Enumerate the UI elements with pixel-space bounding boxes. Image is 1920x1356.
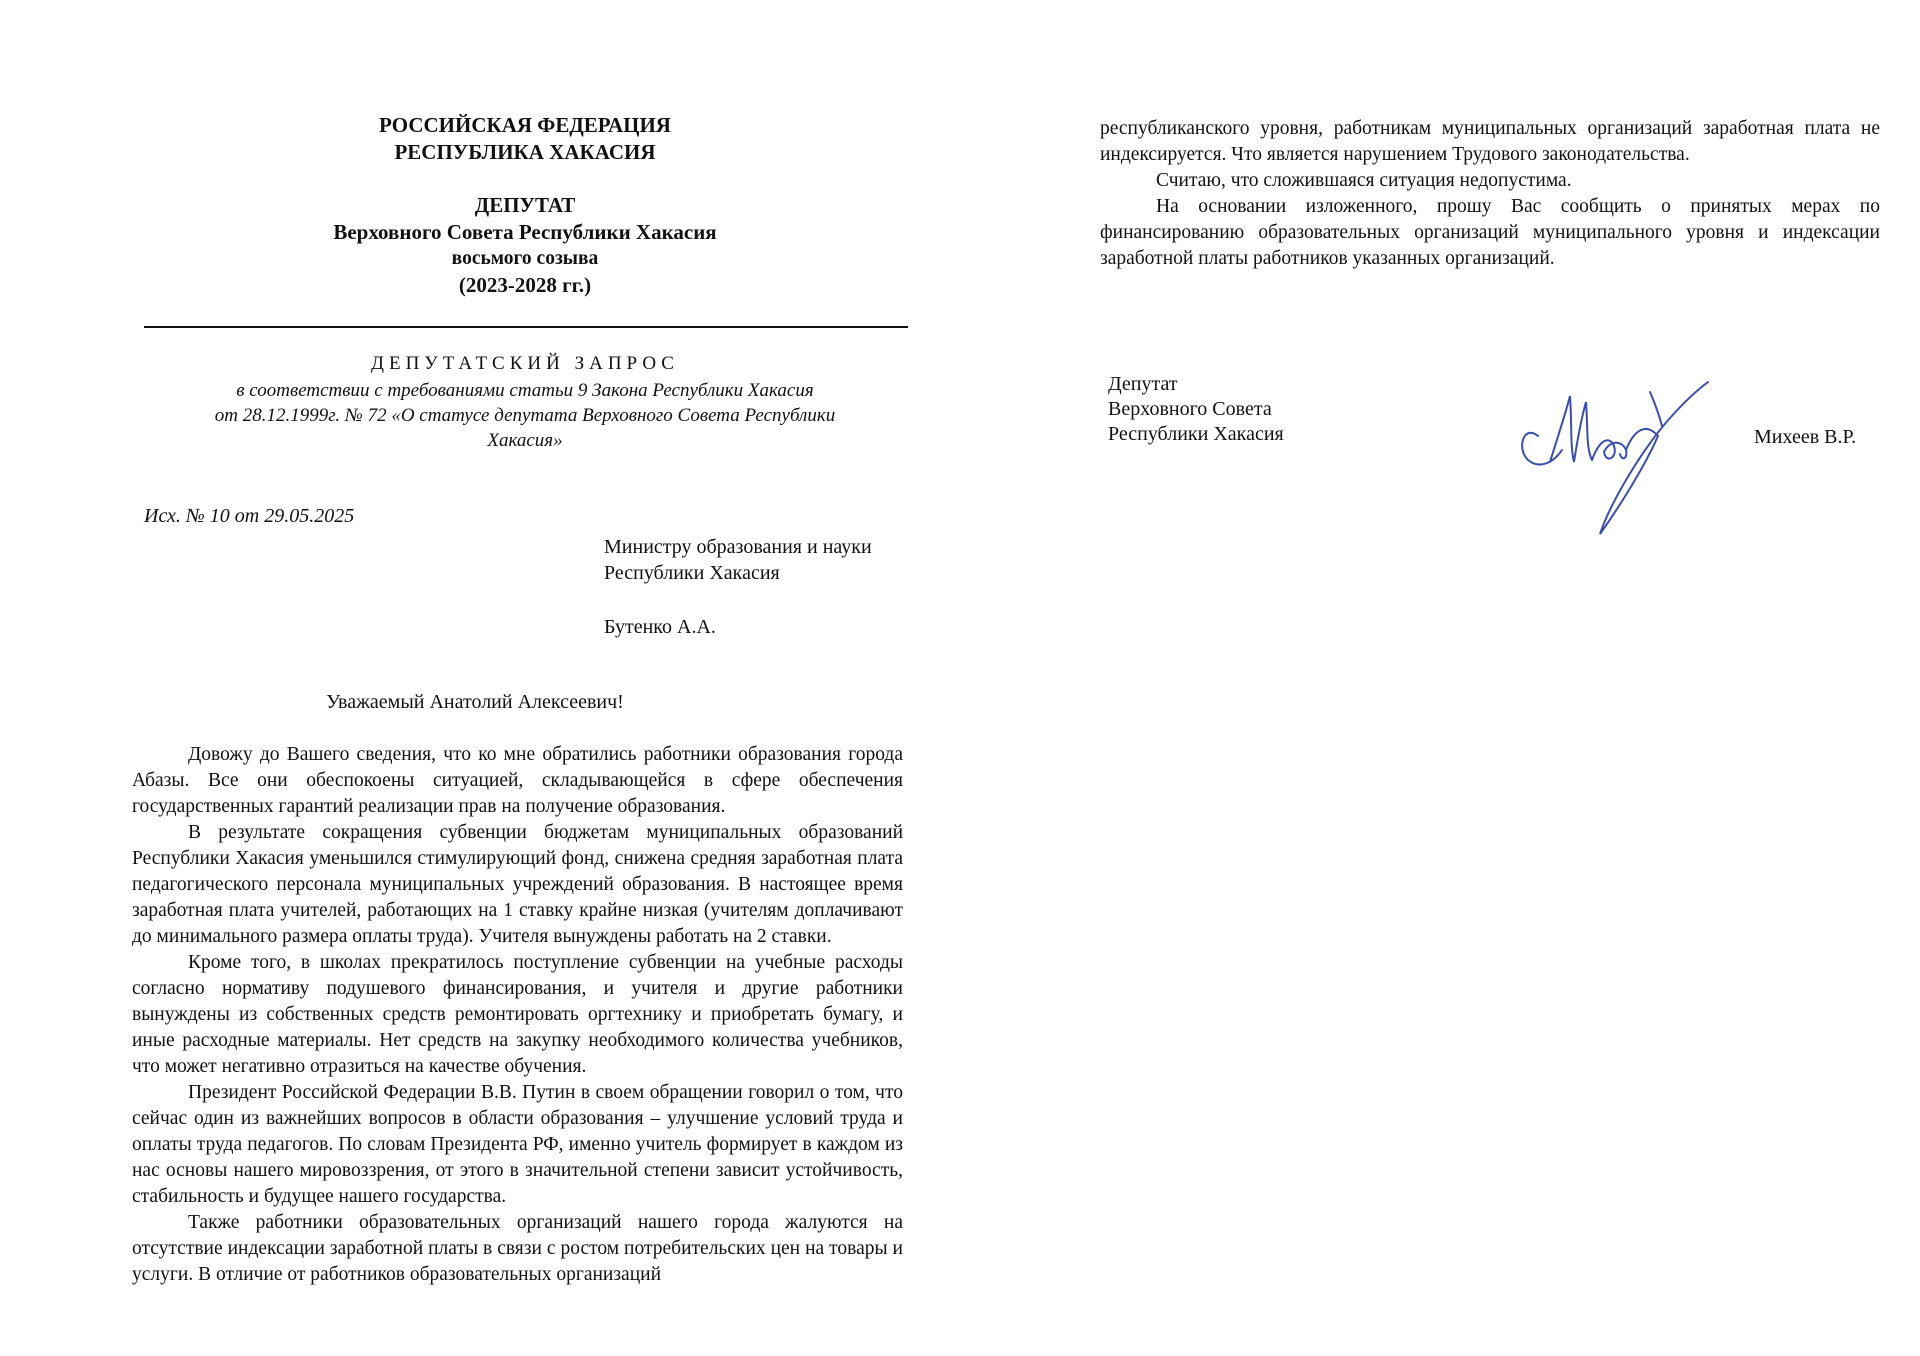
letterhead-republic: РЕСПУБЛИКА ХАКАСИЯ bbox=[394, 140, 656, 164]
letter-body bbox=[132, 742, 903, 1288]
signature-stroke bbox=[1592, 440, 1626, 460]
body-paragraph: Считаю, что сложившаяся ситуация недопустима. bbox=[1156, 170, 1572, 191]
request-basis-line: Хакасия» bbox=[487, 430, 563, 451]
letter-body-continued bbox=[1100, 116, 1880, 272]
body-paragraph: В результате сокращения субвенции бюджетам муниципальных образований Республики Хакасия уменьшился стимулирующий фонд, снижена средняя заработная плата педагогического персонала муниципальных учреждений образования. В настоящее время заработная плата учителей, работающих на 1 ставку крайне низкая (учителям доплачивают до минимального размера оплаты труда). Учителя вынуждены работать на 2 ставки. bbox=[132, 822, 903, 947]
letter-page-2 bbox=[960, 0, 1920, 1356]
outgoing-reference: Исх. № 10 от 29.05.2025 bbox=[144, 505, 355, 527]
signatory-name: Михеев В.Р. bbox=[1754, 426, 1857, 448]
request-basis-line: в соответствии с требованиями статьи 9 Закона Республики Хакасия bbox=[236, 380, 814, 401]
body-paragraph: Также работники образовательных организаций нашего города жалуются на отсутствие индексации заработной платы в связи с ростом потребительских цен на товары и услуги. В отличие от работников образовательных организаций bbox=[132, 1212, 903, 1285]
signature-stroke bbox=[1522, 433, 1562, 465]
signature-stroke bbox=[1600, 382, 1708, 534]
body-paragraph: Кроме того, в школах прекратилось поступление субвенции на учебные расходы согласно нормативу подушевого финансирования, и учителя и другие работники вынуждены из собственных средств ремонтировать оргтехнику и приобретать бумагу, и иные расходные материалы. Нет средств на закупку необходимого количества учебников, что может негативно отразиться на качестве обучения. bbox=[132, 952, 903, 1077]
letterhead-convocation: восьмого созыва bbox=[451, 248, 599, 269]
addressee-block bbox=[604, 534, 872, 640]
body-paragraph: республиканского уровня, работникам муниципальных организаций заработная плата не индексируется. Что является нарушением Трудового законодательства. bbox=[1100, 118, 1880, 165]
signatory-position-line: Депутат bbox=[1108, 373, 1178, 395]
header-divider bbox=[144, 326, 908, 328]
addressee-line: Министру образования и науки bbox=[604, 536, 872, 558]
addressee-line: Республики Хакасия bbox=[604, 562, 780, 584]
body-paragraph: На основании изложенного, прошу Вас сообщить о принятых мерах по финансированию образовательных организаций муниципального уровня и индексации заработной платы работников указанных организаций. bbox=[1100, 196, 1880, 269]
letterhead-title: ДЕПУТАТ bbox=[474, 193, 576, 217]
letterhead-country: РОССИЙСКАЯ ФЕДЕРАЦИЯ bbox=[379, 113, 671, 137]
body-paragraph: Довожу до Вашего сведения, что ко мне обратились работники образования города Абазы. Все они обеспокоены ситуацией, складывающейся в сфере обеспечения государственных гарантий реализации прав на получение образования. bbox=[132, 744, 903, 817]
letterhead bbox=[140, 112, 910, 299]
request-basis-line: от 28.12.1999г. № 72 «О статусе депутата Верховного Совета Республики bbox=[214, 405, 836, 426]
handwritten-signature bbox=[1510, 366, 1710, 546]
letterhead-term: (2023-2028 гг.) bbox=[458, 273, 592, 297]
request-title: ДЕПУТАТСКИЙ ЗАПРОС bbox=[371, 353, 679, 374]
signature-stroke bbox=[1650, 392, 1662, 426]
salutation: Уважаемый Анатолий Алексеевич! bbox=[326, 691, 624, 713]
signatory-position bbox=[1108, 372, 1284, 447]
letterhead-council: Верховного Совета Республики Хакасия bbox=[333, 220, 717, 244]
request-heading bbox=[150, 352, 900, 453]
addressee-name: Бутенко А.А. bbox=[604, 616, 716, 638]
signatory-position-line: Верховного Совета bbox=[1108, 398, 1272, 420]
request-basis bbox=[150, 378, 900, 453]
signature-stroke bbox=[1550, 396, 1592, 462]
body-paragraph: Президент Российской Федерации В.В. Путин в своем обращении говорил о том, что сейчас один из важнейших вопросов в области образования – улучшение условий труда и оплаты труда педагогов. По словам Президента РФ, именно учитель формирует в каждом из нас основы нашего мировоззрения, от этого в значительной степени зависит устойчивость, стабильность и будущее нашего государства. bbox=[132, 1082, 903, 1207]
signatory-position-line: Республики Хакасия bbox=[1108, 423, 1284, 445]
